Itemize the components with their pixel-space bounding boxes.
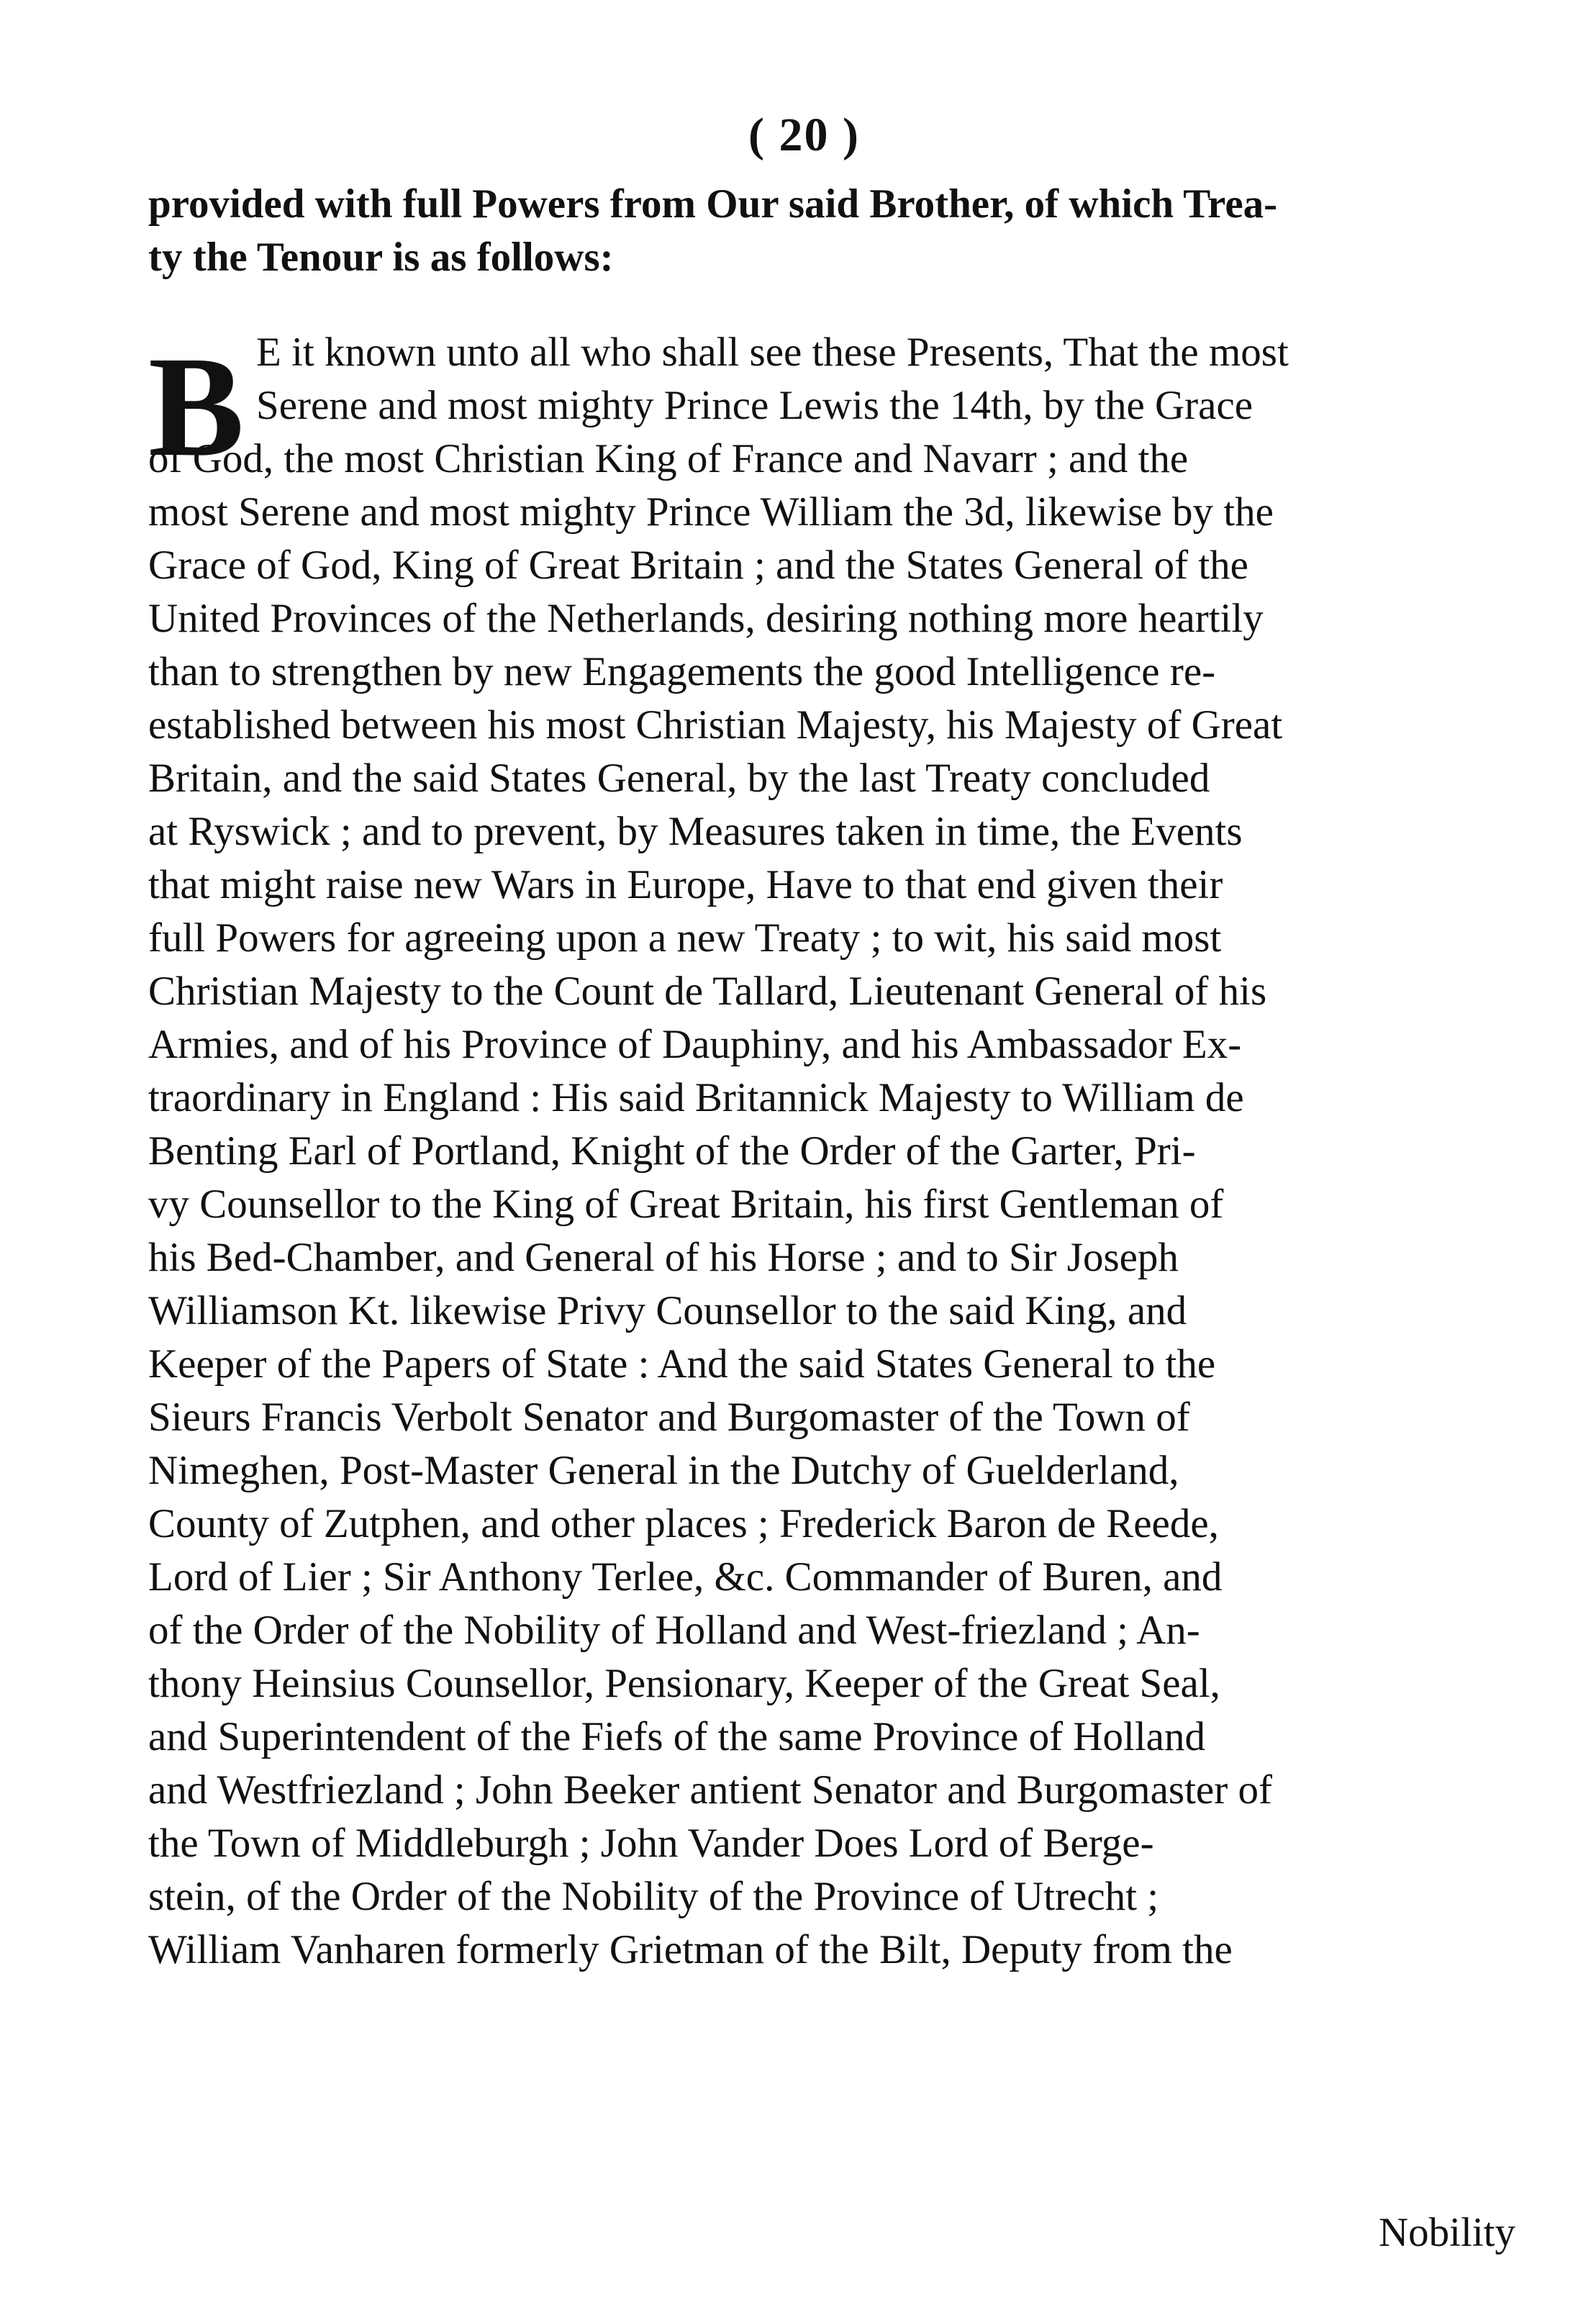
- body-line: traordinary in England : His said Britannick Majesty to William de: [148, 1075, 1244, 1120]
- page-number: ( 20 ): [748, 109, 860, 161]
- body-line: Christian Majesty to the Count de Tallard, Lieutenant General of his: [148, 969, 1267, 1014]
- body-line: most Serene and most mighty Prince William the 3d, likewise by the: [148, 489, 1274, 535]
- body-line: than to strengthen by new Engagements the good Intelligence re-: [148, 649, 1216, 694]
- body-line: United Provinces of the Netherlands, desiring nothing more heartily: [148, 596, 1264, 641]
- body-line: Grace of God, King of Great Britain ; and the States General of the: [148, 543, 1248, 588]
- body-line: Serene and most mighty Prince Lewis the 14th, by the Grace: [256, 383, 1253, 428]
- body-line: of God, the most Christian King of France and Navarr ; and the: [148, 436, 1189, 481]
- body-line: Britain, and the said States General, by the last Treaty concluded: [148, 756, 1210, 801]
- intro-line: ty the Tenour is as follows:: [148, 235, 614, 280]
- body-line: Nimeghen, Post-Master General in the Dutchy of Guelderland,: [148, 1448, 1179, 1493]
- body-line: E it known unto all who shall see these Presents, That the most: [256, 330, 1289, 375]
- body-line: at Ryswick ; and to prevent, by Measures taken in time, the Events: [148, 809, 1243, 854]
- drop-cap: B: [148, 327, 245, 486]
- body-line: his Bed-Chamber, and General of his Horse ; and to Sir Joseph: [148, 1235, 1179, 1280]
- body-line: Lord of Lier ; Sir Anthony Terlee, &c. Commander of Buren, and: [148, 1554, 1223, 1600]
- body-line: that might raise new Wars in Europe, Have to that end given their: [148, 862, 1223, 907]
- body-line: Benting Earl of Portland, Knight of the Order of the Garter, Pri-: [148, 1128, 1196, 1174]
- body-line: and Superintendent of the Fiefs of the same Province of Holland: [148, 1714, 1205, 1759]
- body-line: stein, of the Order of the Nobility of the Province of Utrecht ;: [148, 1874, 1159, 1919]
- body-line: Keeper of the Papers of State : And the said States General to the: [148, 1341, 1216, 1387]
- body-line: established between his most Christian Majesty, his Majesty of Great: [148, 702, 1283, 748]
- intro-line: provided with full Powers from Our said Brother, of which Trea-: [148, 181, 1278, 227]
- catchword: Nobility: [1378, 2210, 1515, 2255]
- body-line: vy Counsellor to the King of Great Britain, his first Gentleman of: [148, 1182, 1224, 1227]
- body-line: of the Order of the Nobility of Holland and West-friezland ; An-: [148, 1608, 1200, 1653]
- body-line: and Westfriezland ; John Beeker antient Senator and Burgomaster of: [148, 1767, 1272, 1813]
- body-line: Sieurs Francis Verbolt Senator and Burgomaster of the Town of: [148, 1395, 1190, 1440]
- body-line: William Vanharen formerly Grietman of the Bilt, Deputy from the: [148, 1927, 1233, 1972]
- body-line: Williamson Kt. likewise Privy Counsellor to the said King, and: [148, 1288, 1187, 1333]
- body-line: full Powers for agreeing upon a new Treaty ; to wit, his said most: [148, 915, 1222, 961]
- body-line: the Town of Middleburgh ; John Vander Does Lord of Berge-: [148, 1821, 1154, 1866]
- body-line: County of Zutphen, and other places ; Frederick Baron de Reede,: [148, 1501, 1219, 1546]
- body-line: Armies, and of his Province of Dauphiny, and his Ambassador Ex-: [148, 1022, 1242, 1067]
- body-line: thony Heinsius Counsellor, Pensionary, Keeper of the Great Seal,: [148, 1661, 1220, 1706]
